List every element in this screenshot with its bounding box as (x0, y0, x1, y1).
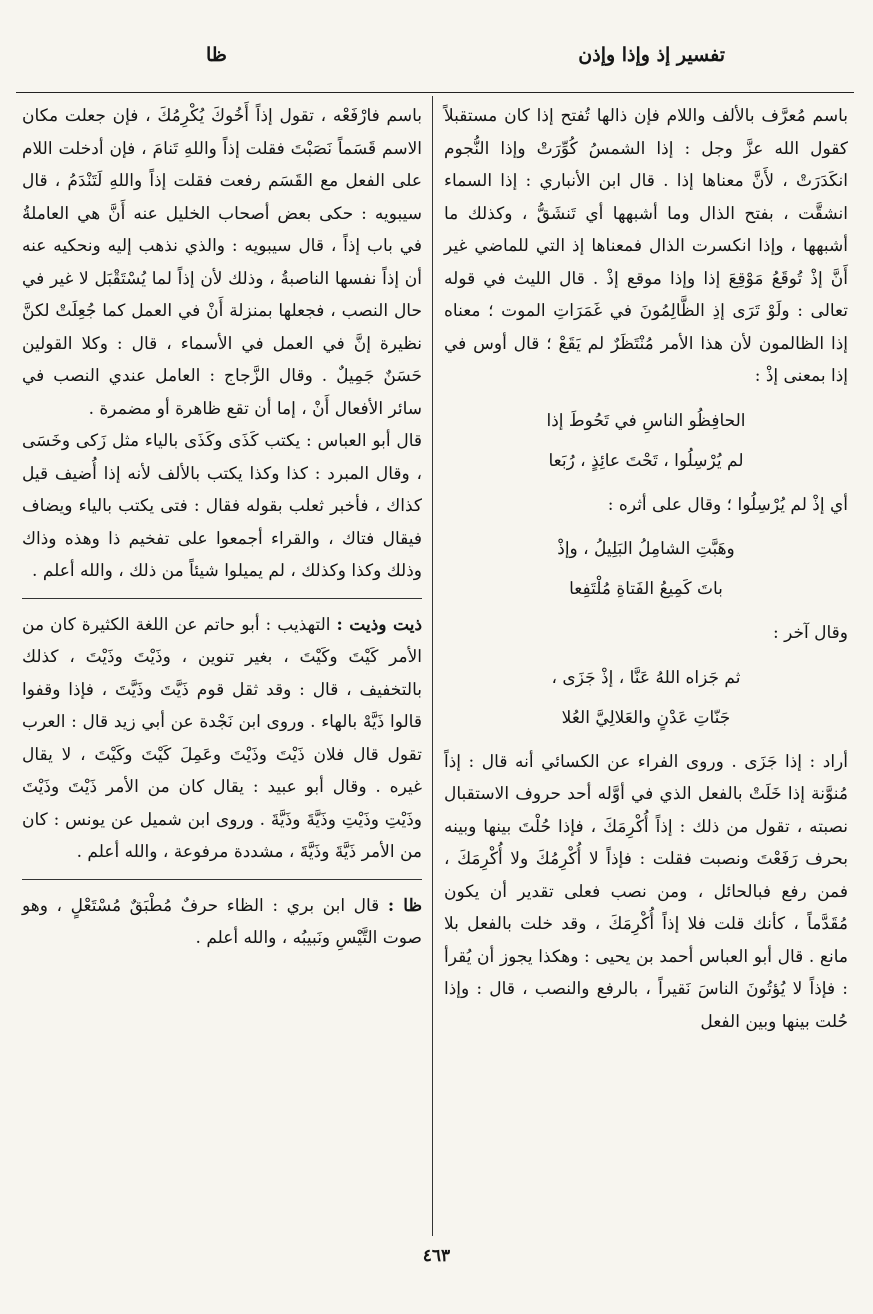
verse-line: الحافِظُو الناسِ في تَحُوطَ إذا (546, 410, 746, 431)
entry-separator (22, 598, 422, 599)
column-divider (432, 96, 433, 1236)
verse-3 (444, 658, 848, 738)
entry-za-body: قال ابن بري : الظاء حرفٌ مُطْبَقٌ مُسْتَعْلٍ ، وهو صوت التَّيْسِ ونَبيبُه ، والله أعلم . (22, 895, 422, 948)
right-column (444, 100, 848, 1038)
entry-dhayt (22, 609, 422, 869)
entry-dhayt-body: التهذيب : أبو حاتم عن اللغة الكثيرة كان من الأمر كَيْتَ وكَيْتَ ، بغير تنوين ، وذَيْتَ وذَيْتَ ، كذلك بالتخفيف ، قال : وقد ثقل قوم ذَيَّتَ وذَيَّتَ ، فإذا وقفوا قالوا ذَيَّهْ بالهاء . وروى ابن نَجْدة عن أبي زيد قال : العرب تقول قال فلان ذَيْتَ وذَيْتَ وعَمِلَ كَيْتَ وكَيْتَ ، لا يقال غيره . وقال أبو عبيد : يقال كان من الأمر ذَيْتَ وذَيْتَ وذَيْتِ وذَيْتِ وذَيَّةَ وذَيَّةَ . وروى ابن شميل عن يونس : كان من الأمر ذَيَّةَ وذَيَّةَ ، مشددة مرفوعة ، والله أعلم . (22, 614, 422, 862)
header-rule (16, 92, 854, 93)
left-paragraph-2: قال أبو العباس : يكتب كَذَى وكَذَى بالياء مثل زَكى وخَسَى ، وقال المبرد : كذا وكذا يكتب بالألف لأنه إذا أُضيف قيل كذاك ، فأخبر ثعلب بقوله فقال : فتى يكتب بالياء ويضاف فيقال فتاك ، والقراء أجمعوا على تفخيم ذا وهذه وذاك وذلك وكذا وكذلك ، لم يميلوا شيئاً من ذلك ، والله أعلم . (22, 431, 422, 581)
verse-2 (444, 529, 848, 609)
verse-line: باتَ كَمِيعُ الفَتاةِ مُلْتَفِعا (569, 579, 723, 599)
left-column (22, 100, 422, 955)
right-paragraph-2: أي إذْ لم يُرْسِلُوا ؛ وقال على أثره : (607, 494, 848, 515)
page-number: ٤٦٣ (422, 1246, 451, 1266)
entry-dhayt-head: ذيت وذيت : (336, 614, 423, 635)
running-entry-head: ظا (206, 44, 227, 66)
verse-line: لم يُرْسِلُوا ، تَحْتَ عائِذٍ ، رُبَعا (548, 450, 744, 471)
verse-line: وهَبَّتِ الشامِلُ البَلِيلُ ، وإذْ (557, 539, 735, 559)
right-paragraph-1: باسم مُعرَّف بالألف واللام فإن ذالها تُفتح إذا كان مستقبلاً كقول الله عزَّ وجل : إذا الشمسُ كُوِّرَتْ وإذا النُّجوم انكَدَرَتْ ، لأَنَّ معناها إذا . قال ابن الأنباري : إذا السماء انشقَّت ، بفتح الذال وما أشبهها أي تَنشَقُّ ، وكذلك ما أشبهها ، وإذا انكسرت الذال فمعناها إذ التي للماضي غير أَنَّ إذْ تُوقَعُ مَوْقِعَ إذا وإذا موقع إذْ . قال الليث في قوله تعالى : ولَوْ تَرَى إذِ الظَّالِمُونَ في غَمَرَاتِ الموت ؛ معناه إذا الظالمون لأن هذا الأمر مُنْتَظَرٌ لم يَقَعْ ؛ قال أوس في إذا بمعنى إذْ : (444, 106, 848, 386)
entry-za (22, 890, 422, 955)
verse-line: ثم جَزاه اللهُ عَنَّا ، إذْ جَزَى ، (551, 667, 741, 688)
verse-1 (444, 401, 848, 481)
left-paragraph-1: باسم فارْفَعْه ، تقول إذاً أَخُوكَ يُكْرِمُكَ ، فإن جعلت مكان الاسم قَسَماً نَصَبْتَ فقلت إذاً واللهِ تَنامَ ، فإن أدخلت اللام على الفعل مع القَسَم رفعت فقلت إذاً واللهِ لَتَنْدَمُ ، قال سيبويه : حكى بعض أصحاب الخليل عنه أَنَّ هي العاملةُ في باب إذاً ، قال سيبويه : والذي نذهب إليه ونحكيه عنه أن إذاً نفسها الناصبةُ ، وذلك لأن إذاً لما يُسْتَقْبَل لا غير في حال النصب ، فجعلها بمنزلة أَنْ في العمل كما جُعِلَتْ لكنَّ نظيرة إنَّ في العمل في الأسماء ، قال : وكلا القولين حَسَنٌ جَمِيلٌ . وقال الزَّجاج : العامل عندي النصب في سائر الأفعال أَنْ ، إما أن تقع ظاهرة أو مضمرة . (22, 106, 422, 419)
right-paragraph-4: أراد : إذا جَزَى . وروى الفراء عن الكسائي أنه قال : إذاً مُنوَّنة إذا خَلَتْ بالفعل الذي في أوَّله أحد حروف الاستقبال نصبته ، تقول من ذلك : إذاً أُكْرِمَكَ ، فإذا حُلْتَ بينها وبينه بحرف رَفَعْتَ ونصبت فقلت : فإذاً لا أُكْرِمُكَ ولا أُكْرِمَكَ ، فمن رفع فبالحائل ، ومن نصب فعلى تقدير أن يكون مُقَدَّماً ، كأنك قلت فلا إذاً أُكْرِمَكَ ، وقد خلت بالفعل بلا مانع . قال أبو العباس أحمد بن يحيى : وهكذا يجوز أن يُقرأ : فإذاً لا يُؤتُونَ الناسَ نَقيراً ، بالرفع والنصب ، قال : وإذا حُلت بينها وبين الفعل (444, 751, 848, 1032)
right-paragraph-3: وقال آخر : (772, 623, 848, 643)
entry-separator (22, 879, 422, 880)
running-title: تفسير إذ وإذا وإذن (578, 44, 725, 66)
entry-za-head: ظا : (387, 895, 422, 916)
verse-line: جَنّاتِ عَدْنٍ والعَلالِيَّ العُلا (561, 707, 731, 728)
